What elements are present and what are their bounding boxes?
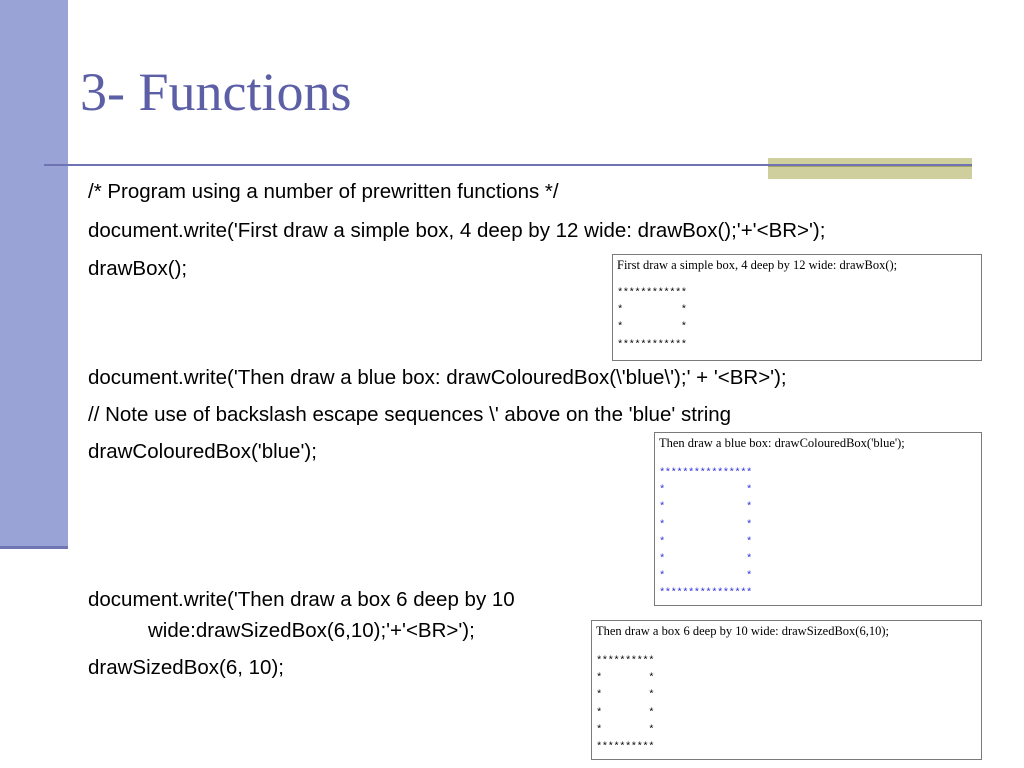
sidebar-underline [0,546,68,549]
code-line-drawbox: drawBox(); [88,257,188,280]
code-line-comment: /* Program using a number of prewritten functions */ [88,180,559,203]
left-sidebar-bar [0,0,68,546]
accent-bar [768,158,972,179]
asterisk-box-art: ************ * * * * ************ [617,287,687,351]
output-screenshot-blue-box [654,432,982,606]
code-line-write-simple: document.write('First draw a simple box, 4 deep by 12 wide: drawBox();'+'<BR>'); [88,219,826,242]
code-line-note: // Note use of backslash escape sequences \' above on the 'blue' string [88,403,732,426]
output-caption: Then draw a box 6 deep by 10 wide: drawSizedBox(6,10); [596,624,889,638]
asterisk-box-art: ********** * * * * * * * * ********** [596,655,655,754]
output-screenshot-simple-box [612,254,982,361]
output-caption: Then draw a blue box: drawColouredBox('blue'); [659,436,905,450]
code-line-write-sized-cont: wide:drawSizedBox(6,10);'+'<BR>'); [148,619,475,642]
code-line-write-sized: document.write('Then draw a box 6 deep by 10 [88,588,515,611]
asterisk-box-art-blue: **************** * * * * * * * * * * * * **************** [659,467,752,600]
code-line-drawsizedbox: drawSizedBox(6, 10); [88,656,284,679]
code-line-write-blue: document.write('Then draw a blue box: drawColouredBox(\'blue\');' + '<BR>'); [88,366,787,389]
title-divider [44,164,972,166]
output-screenshot-sized-box [591,620,982,760]
output-caption: First draw a simple box, 4 deep by 12 wide: drawBox(); [617,258,898,272]
code-line-drawcolouredbox: drawColouredBox('blue'); [88,440,317,463]
slide-title: 3- Functions [80,62,352,122]
